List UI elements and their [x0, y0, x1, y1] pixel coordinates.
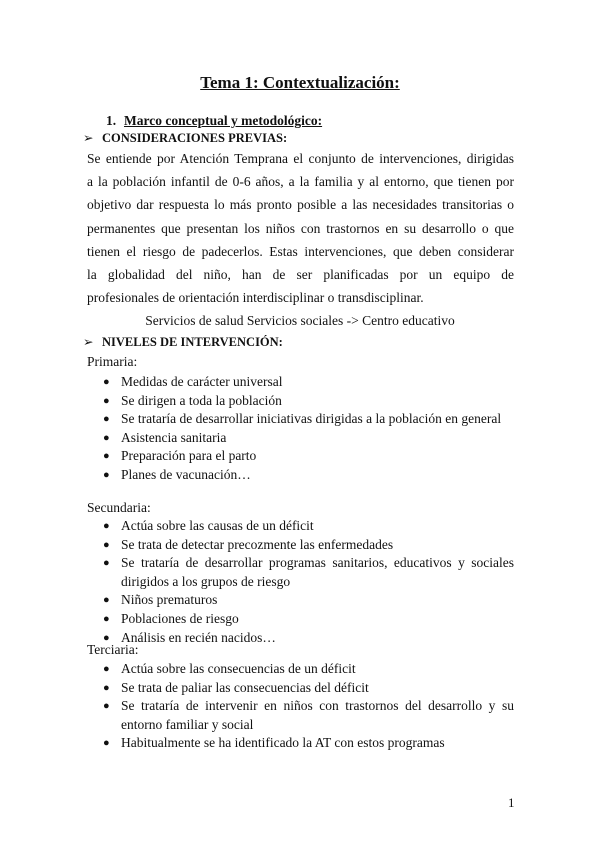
- bullet-icon: ●: [103, 594, 110, 607]
- list-item: ● Asistencia sanitaria: [103, 429, 514, 448]
- list-item: ● Habitualmente se ha identificado la AT con estos programas: [103, 734, 514, 753]
- arrow-bullet-icon: ➢: [83, 335, 94, 349]
- bullet-icon: ●: [103, 663, 110, 675]
- list-item: ● Actúa sobre las consecuencias de un déficit: [103, 660, 514, 679]
- list-item: ● Poblaciones de riesgo: [103, 610, 514, 629]
- list-item: ● Medidas de carácter universal: [103, 373, 514, 392]
- paragraph-line: profesionales de orientación interdisciplinar o transdisciplinar.: [87, 290, 424, 306]
- bullet-icon: ●: [103, 538, 110, 551]
- list-item: ● Se trataría de intervenir en niños con trastornos del desarrollo y su entorno familiar y social: [103, 698, 514, 732]
- list-item: ● Preparación para el parto: [103, 447, 514, 466]
- bullet-icon: ●: [103, 681, 110, 694]
- list-item: ● Niños prematuros: [103, 591, 514, 610]
- paragraph-line: permanentes que presentan los niños con trastornos en su desarrollo o que: [87, 220, 514, 236]
- secundaria-list: [103, 517, 514, 647]
- list-item: ● Actúa sobre las causas de un déficit: [103, 517, 514, 536]
- primaria-label: Primaria:: [87, 354, 138, 369]
- section-heading: [106, 113, 322, 129]
- section-title: Marco conceptual y metodológico:: [124, 113, 323, 128]
- list-item: ● Se trata de detectar precozmente las enfermedades: [103, 536, 514, 555]
- bullet-icon: ●: [103, 520, 110, 532]
- page-number: 1: [508, 795, 515, 810]
- list-item: ● Se trataría de desarrollar iniciativas dirigidas a la población en general: [103, 410, 514, 429]
- paragraph-line: a la población infantil de 0-6 años, a la familia y al entorno, que tienen por: [87, 174, 514, 190]
- niveles-heading-text: NIVELES DE INTERVENCIÓN:: [102, 335, 283, 349]
- list-item: ● Análisis en recién nacidos…: [103, 629, 514, 648]
- bullet-icon: ●: [103, 612, 110, 625]
- niveles-heading: [83, 334, 283, 350]
- bullet-icon: ●: [103, 413, 110, 426]
- bullet-icon: ●: [103, 631, 110, 644]
- list-item: ● Se trata de paliar las consecuencias del déficit: [103, 679, 514, 698]
- bullet-icon: ●: [103, 450, 110, 463]
- consideraciones-heading: [83, 130, 287, 146]
- list-item: ● Se dirigen a toda la población: [103, 392, 514, 411]
- consideraciones-heading-text: CONSIDERACIONES PREVIAS:: [102, 131, 288, 145]
- terciaria-list: [103, 660, 514, 753]
- bullet-icon: ●: [103, 431, 110, 444]
- page-title: Tema 1: Contextualización:: [200, 73, 400, 92]
- bullet-icon: ●: [103, 376, 110, 388]
- consideraciones-paragraph: [87, 147, 514, 309]
- arrow-bullet-icon: ➢: [83, 131, 94, 145]
- list-item: ● Planes de vacunación…: [103, 466, 514, 485]
- bullet-icon: ●: [103, 468, 110, 481]
- bullet-icon: ●: [103, 394, 110, 407]
- bullet-icon: ●: [103, 700, 110, 713]
- secundaria-label: Secundaria:: [87, 500, 151, 515]
- paragraph-line: objetivo dar respuesta lo más pronto posible a las necesidades transitorias o: [87, 197, 514, 213]
- terciaria-label: Terciaria:: [87, 642, 139, 657]
- section-number: 1.: [106, 113, 117, 128]
- paragraph-line: la globalidad del niño, han de ser planificadas por un equipo de: [87, 266, 514, 282]
- list-item: ● Se trataría de desarrollar programas sanitarios, educativos y sociales dirigidos a los grupos de riesgo: [103, 555, 514, 589]
- bullet-icon: ●: [103, 557, 110, 570]
- paragraph-line: tienen el riesgo de padecerlos. Estas intervenciones, que deben considerar: [87, 243, 514, 259]
- primaria-list: [103, 373, 514, 485]
- paragraph-line: Se entiende por Atención Temprana el conjunto de intervenciones, dirigidas: [87, 151, 514, 166]
- bullet-icon: ●: [103, 737, 110, 750]
- services-line: Servicios de salud Servicios sociales -> Centro educativo: [145, 313, 455, 328]
